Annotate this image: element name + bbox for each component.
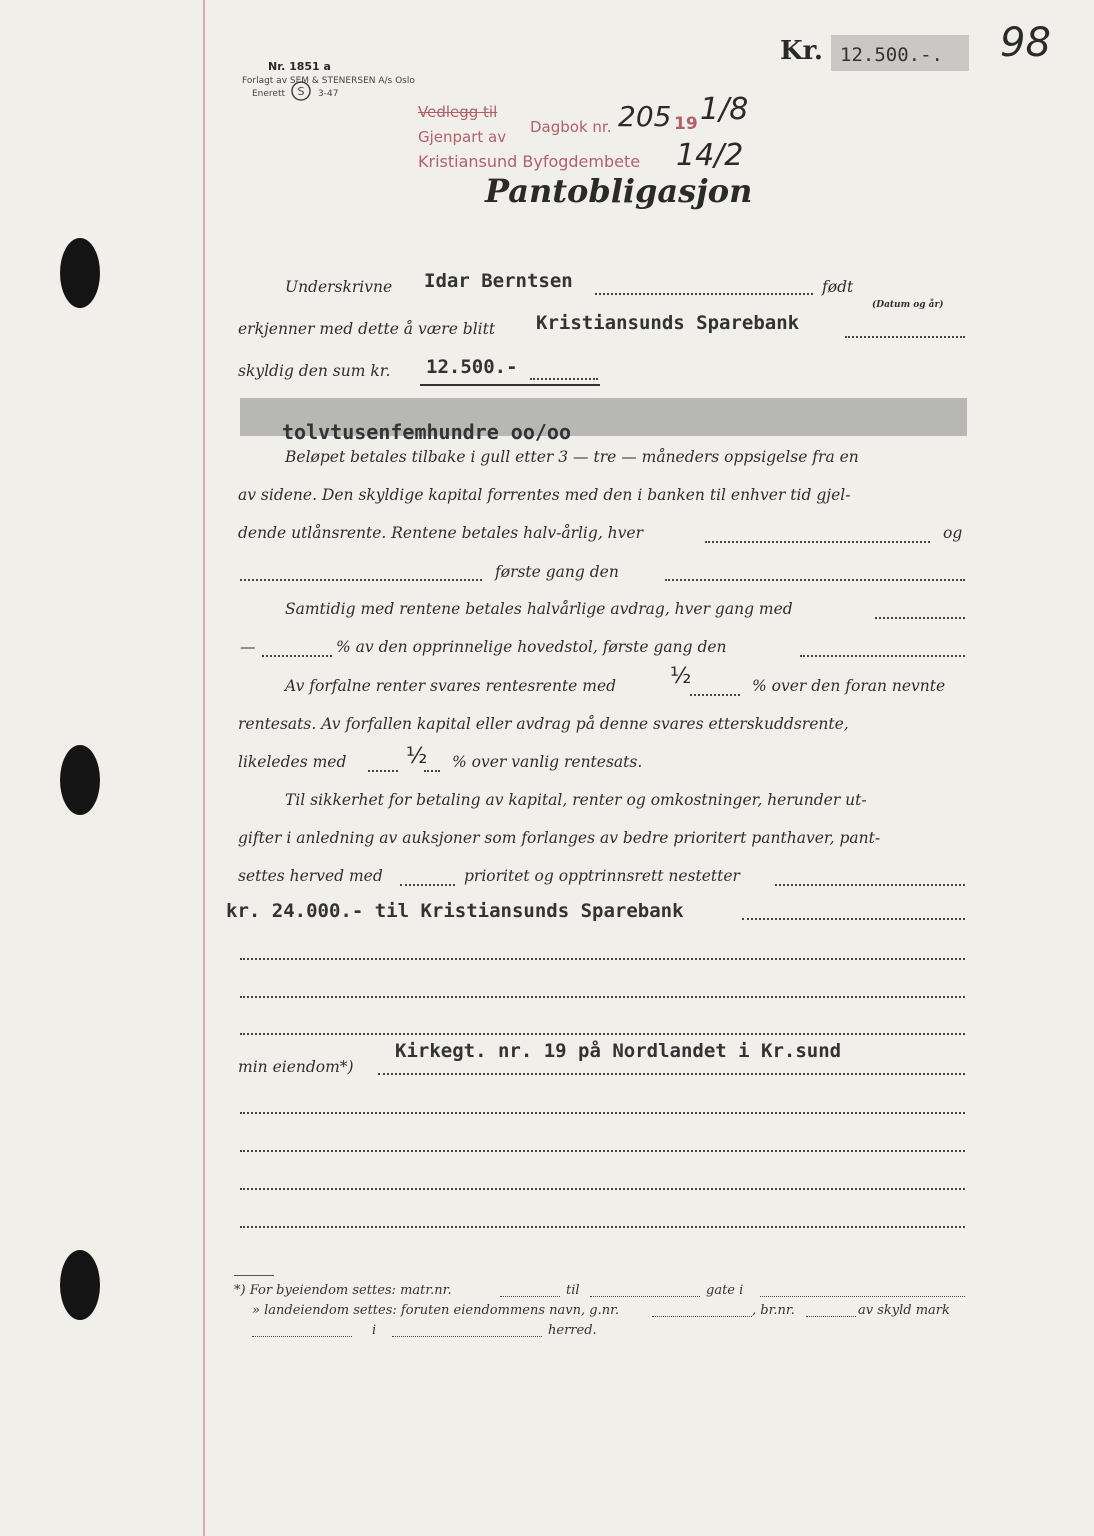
form-number: Nr. 1851 a <box>268 60 331 73</box>
dotted-line <box>665 579 965 581</box>
dotted-line <box>690 694 740 696</box>
stamp-date-top: 1/8 <box>700 92 749 127</box>
footnote-text: » landeiendom settes: foruten eiendommens navn, g.nr. <box>252 1303 619 1318</box>
dotted-line <box>240 1150 965 1152</box>
dotted-line <box>845 336 965 338</box>
dotted-line <box>240 1033 965 1035</box>
dotted-line <box>742 918 965 920</box>
footnote-text: i <box>372 1323 377 1338</box>
margin-line <box>203 0 205 1536</box>
owing-value: 12.500.- <box>426 356 518 378</box>
body-text: og <box>943 524 963 542</box>
born-label: født <box>822 278 854 296</box>
dotted-line <box>400 884 455 886</box>
punch-hole <box>60 238 100 308</box>
body-text: settes herved med <box>238 867 383 885</box>
body-text: av sidene. Den skyldige kapital forrentes med den i banken til enhver tid gjel- <box>238 486 851 504</box>
footnote-text: gate i <box>706 1283 744 1298</box>
footnote-text: til <box>566 1283 580 1298</box>
dotted-line <box>775 884 965 886</box>
undersigned-value: Idar Berntsen <box>424 270 573 292</box>
publisher-enerett: Enerett <box>252 89 286 99</box>
svg-text:S: S <box>297 85 305 98</box>
dotted-line <box>530 378 598 380</box>
creditor-value: Kristiansunds Sparebank <box>536 312 800 334</box>
prior-lien: kr. 24.000.- til Kristiansunds Sparebank <box>226 900 684 922</box>
dotted-line <box>705 541 930 543</box>
body-text: likeledes med <box>238 753 347 771</box>
amount-label: Kr. <box>780 36 823 66</box>
dotted-line <box>875 617 965 619</box>
stamp-gjenpart: Gjenpart av <box>418 128 507 146</box>
dotted-line <box>240 579 482 581</box>
dotted-line <box>760 1296 965 1297</box>
dotted-line <box>806 1316 856 1317</box>
property-value: Kirkegt. nr. 19 på Nordlandet i Kr.sund <box>395 1040 842 1062</box>
owing-label: skyldig den sum kr. <box>238 362 391 380</box>
footnote-text: *) For byeiendom settes: matr.nr. <box>234 1283 452 1298</box>
dotted-line <box>392 1336 542 1337</box>
punch-hole <box>60 745 100 815</box>
body-text: Til sikkerhet for betaling av kapital, renter og omkostninger, herunder ut- <box>285 791 867 809</box>
footnote-text: herred. <box>548 1323 597 1338</box>
page-number: 98 <box>1000 20 1051 66</box>
publisher-line: Forlagt av SEM & STENERSEN A/s Oslo <box>242 76 415 86</box>
property-label: min eiendom*) <box>238 1058 354 1076</box>
footnote-text: , br.nr. <box>752 1303 795 1318</box>
body-text: Beløpet betales tilbake i gull etter 3 — tre — måneders oppsigelse fra en <box>285 448 859 466</box>
dotted-line <box>240 1226 965 1228</box>
dotted-line <box>500 1296 560 1297</box>
publisher-code: 3-47 <box>318 89 339 99</box>
page-title: Pantobligasjon <box>485 172 753 210</box>
dotted-line <box>240 1112 965 1114</box>
stamp-vedlegg: Vedlegg til <box>418 103 498 121</box>
rate-fraction: ½ <box>406 744 428 769</box>
body-text: første gang den <box>495 563 619 581</box>
dotted-line <box>368 770 398 772</box>
stamp-year: 19 <box>674 114 698 134</box>
dotted-line <box>252 1336 352 1337</box>
dotted-line <box>590 1296 700 1297</box>
dotted-line <box>378 1073 965 1075</box>
body-text: Av forfalne renter svares rentesrente med <box>285 677 617 695</box>
undersigned-label: Underskrivne <box>285 278 393 296</box>
dotted-line <box>240 1188 965 1190</box>
body-text: prioritet og opptrinnsrett nestetter <box>464 867 740 885</box>
body-text: gifter i anledning av auksjoner som forlanges av bedre prioritert panthaver, pant- <box>238 829 881 847</box>
footnote-rule <box>234 1275 274 1276</box>
dotted-line <box>800 655 965 657</box>
stamp-dagbok-label: Dagbok nr. <box>530 118 612 136</box>
punch-hole <box>60 1250 100 1320</box>
dotted-line <box>424 770 440 772</box>
body-text: rentesats. Av forfallen kapital eller avdrag på denne svares etterskuddsrente, <box>238 715 849 733</box>
footnote-text: av skyld mark <box>858 1303 950 1318</box>
stamp-dagbok-number: 205 <box>618 100 672 133</box>
acknowledges-label: erkjenner med dette å være blitt <box>238 320 496 338</box>
owing-underline <box>420 384 600 386</box>
dotted-line <box>652 1316 752 1317</box>
body-text: Samtidig med rentene betales halvårlige avdrag, hver gang med <box>285 600 793 618</box>
body-text: — <box>240 638 256 656</box>
dotted-line <box>240 996 965 998</box>
body-text: % over den foran nevnte <box>752 677 946 695</box>
body-text: dende utlånsrente. Rentene betales halv-årlig, hver <box>238 524 643 542</box>
born-hint: (Datum og år) <box>872 300 944 310</box>
stamp-date-bottom: 14/2 <box>676 138 744 173</box>
body-text: % av den opprinnelige hovedstol, første gang den <box>336 638 727 656</box>
amount-value: 12.500.-. <box>840 44 943 66</box>
body-text: % over vanlig rentesats. <box>452 753 643 771</box>
dotted-line <box>595 293 813 295</box>
dotted-line <box>240 958 965 960</box>
amount-words: tolvtusenfemhundre oo/oo <box>282 420 571 444</box>
dotted-line <box>262 655 332 657</box>
publisher-logo-icon <box>290 80 312 102</box>
rate-fraction: ½ <box>670 664 692 689</box>
stamp-office: Kristiansund Byfogdembete <box>418 152 641 171</box>
